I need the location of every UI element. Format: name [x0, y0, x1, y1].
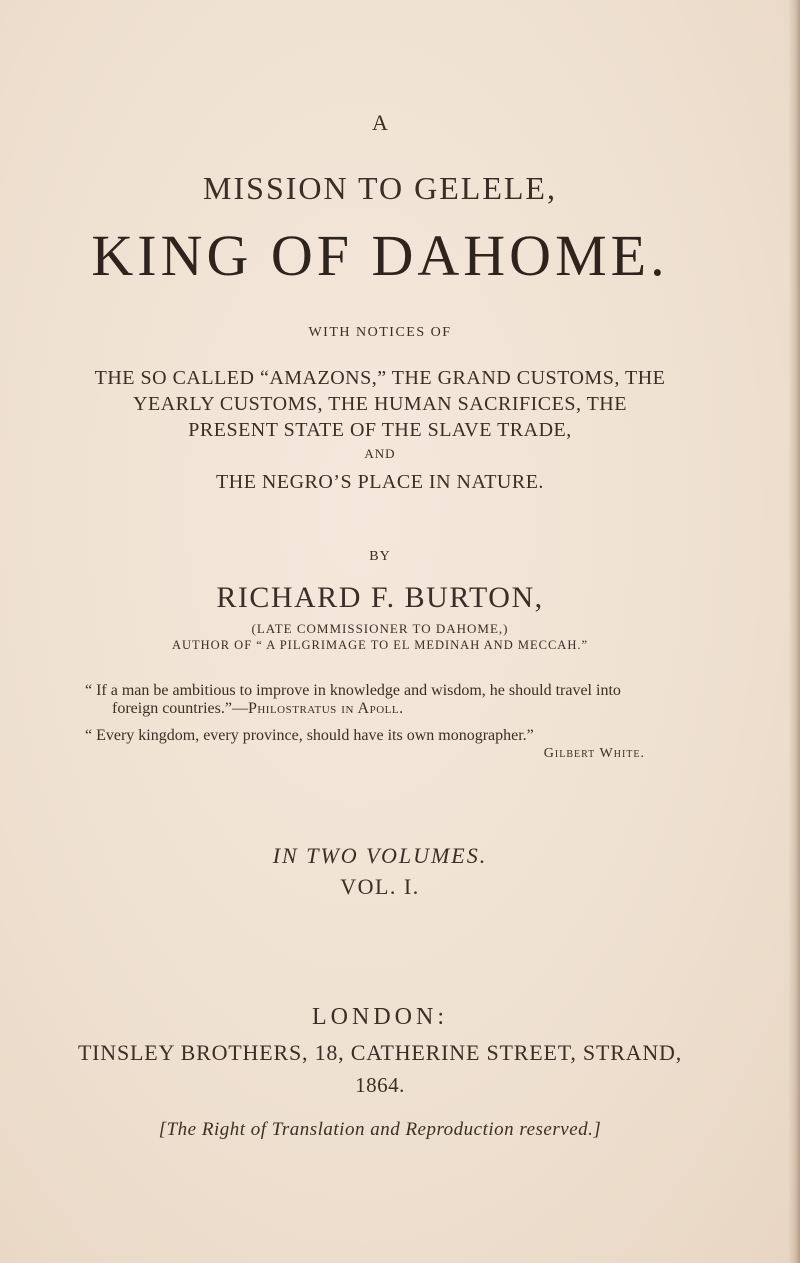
imprint-publisher: TINSLEY BROTHERS, 18, CATHERINE STREET, STRAND,	[77, 1040, 683, 1065]
volume-count: IN TWO VOLUMES.	[272, 843, 488, 868]
epigraph-1-attribution: Philostratus in Apoll.	[247, 700, 404, 717]
epigraph-1-line-1: “ If a man be ambitious to improve in knowledge and wisdom, he should travel into	[85, 682, 621, 699]
subtitle-line-4: THE NEGRO’S PLACE IN NATURE.	[216, 471, 544, 493]
with-notices-line: WITH NOTICES OF	[308, 325, 452, 340]
page-edge-shadow	[788, 0, 800, 1263]
mission-title-line: MISSION TO GELELE,	[203, 170, 557, 206]
volume-number: VOL. I.	[340, 874, 420, 899]
and-word: AND	[364, 446, 396, 461]
subtitle-line-3: PRESENT STATE OF THE SLAVE TRADE,	[188, 419, 572, 441]
main-title: KING OF DAHOME.	[91, 223, 669, 288]
subtitle-line-2: YEARLY CUSTOMS, THE HUMAN SACRIFICES, THE	[133, 393, 627, 415]
rights-notice: [The Right of Translation and Reproduction reserved.]	[158, 1119, 602, 1140]
epigraph-2: “ Every kingdom, every province, should have its own monographer.”	[85, 727, 534, 744]
author-note-pilgrimage: AUTHOR OF “ A PILGRIMAGE TO EL MEDINAH AND MECCAH.”	[171, 638, 589, 652]
subtitle-line-1: THE SO CALLED “AMAZONS,” THE GRAND CUSTOMS, THE	[94, 367, 666, 389]
epigraph-1-line-2	[112, 699, 682, 719]
by-word: BY	[369, 549, 391, 564]
epigraph-2-attribution: Gilbert White.	[543, 746, 645, 761]
imprint-city: LONDON:	[312, 1004, 448, 1030]
author-note-commissioner: (LATE COMMISSIONER TO DAHOME,)	[251, 621, 509, 636]
epigraph-1-text-end: foreign countries.”—	[112, 700, 248, 717]
title-article: A	[372, 110, 388, 135]
author-name: RICHARD F. BURTON,	[216, 581, 544, 614]
imprint-year: 1864.	[355, 1073, 405, 1097]
